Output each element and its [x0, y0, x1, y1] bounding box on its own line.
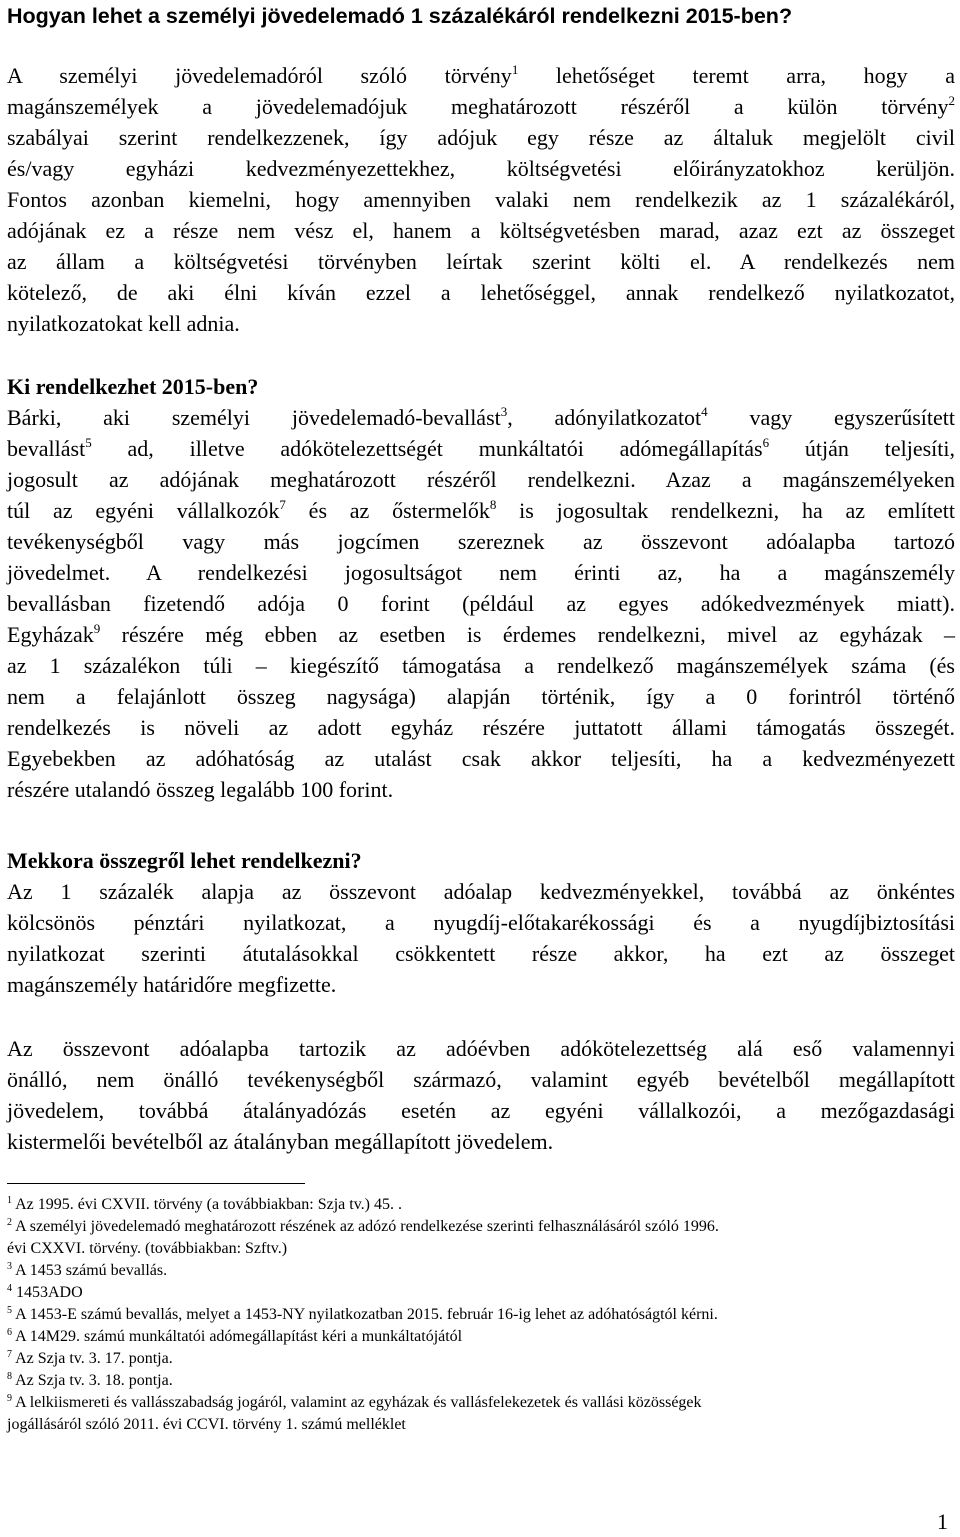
footnote: $^9$ A lelkiismereti és vallásszabadság jogáról, valamint az egyházak és vallásfelekezetek és vallási közösségek [7, 1393, 702, 1411]
text-line: bevallást$^5$ ad, illetve adókötelezettségét munkáltatói adómegállapítás$^6$ útján teljesíti, [7, 435, 955, 461]
footnote: $^2$ A személyi jövedelemadó meghatározott részének az adózó rendelkezése szerinti felhasználásáról szóló 1996. [7, 1217, 719, 1235]
text-line: Az 1 százalék alapja az összevont adóalap kedvezményekkel, továbbá az önkéntes [7, 879, 955, 904]
text-line: kistermelői bevételből az átalányban megállapított jövedelem. [7, 1129, 554, 1154]
footnote-ref[interactable]: 2 [948, 93, 955, 108]
text-line: Az összevont adóalapba tartozik az adóévben adókötelezettség alá eső valamennyi [7, 1036, 955, 1061]
text-line: A személyi jövedelemadóról szóló törvény$^1$ lehetőséget teremt arra, hogy a [7, 62, 955, 88]
footnote-continuation: évi CXXVI. törvény. (továbbiakban: Szftv.) [7, 1240, 288, 1257]
footnote-ref[interactable]: 3 [500, 404, 508, 419]
text-line: Egyebekben az adóhatóság az utalást csak akkor teljesíti, ha a kedvezményezett [7, 746, 955, 771]
footnote: $^5$ A 1453-E számú bevallás, melyet a 1453-NY nyilatkozatban 2015. február 16-ig lehet az adóhatóságtól kérni. [7, 1305, 718, 1323]
footnote-ref[interactable]: 7 [279, 497, 286, 512]
footnote: $^6$ A 14M29. számú munkáltatói adómegállapítást kéri a munkáltatójától [7, 1327, 463, 1345]
text-line: részére utalandó összeg legalább 100 forint. [7, 777, 394, 802]
text-line: és/vagy egyházi kedvezményezettekhez, költségvetési előirányzatokhoz kerüljön. [7, 156, 955, 181]
text-line: Egyházak$^9$ részére még ebben az esetben is érdemes rendelkezni, mivel az egyházak – [7, 621, 955, 647]
text-line: az állam a költségvetési törvényben leírtak szerint költi el. A rendelkezés nem [7, 249, 955, 274]
footnote-ref[interactable]: 5 [85, 435, 92, 450]
footnote: $^3$ A 1453 számú bevallás. [7, 1261, 168, 1279]
text-line: az 1 százalékon túli – kiegészítő támogatása a rendelkező magánszemélyek száma (és [7, 653, 955, 678]
text-line: jogosult az adójának meghatározott részéről rendelkezni. Azaz a magánszemélyeken [7, 467, 955, 492]
text-line: jövedelmet. A rendelkezési jogosultságot nem érinti az, ha a magánszemély [7, 560, 955, 585]
page-number: 1 [937, 1509, 948, 1534]
text-line: magánszemély határidőre megfizette. [7, 972, 337, 997]
text-line: önálló, nem önálló tevékenységből származó, valamint egyéb bevételből megállapított [7, 1067, 955, 1092]
footnote-separator [7, 1183, 305, 1184]
text-line: szabályai szerint rendelkezzenek, így adójuk egy része az általuk megjelölt civil [7, 125, 955, 150]
footnote-ref[interactable]: 1 [511, 62, 519, 77]
text-line: nyilatkozatokat kell adnia. [7, 311, 240, 336]
footnote-continuation: jogállásáról szóló 2011. évi CCVI. törvény 1. számú melléklet [7, 1416, 406, 1433]
text-line: kötelező, de aki élni kíván ezzel a lehetőséggel, annak rendelkező nyilatkozatot, [7, 280, 955, 305]
who-section [7, 371, 955, 805]
text-line: tevékenységből vagy más jogcímen szereznek az összevont adóalapba tartozó [7, 529, 955, 554]
text-line: túl az egyéni vállalkozók$^7$ és az őstermelők$^8$ is jogosultak rendelkezni, ha az említett [7, 497, 956, 523]
text-line: nyilatkozat szerinti átutalásokkal csökkentett része akkor, ha ezt az összeget [7, 941, 955, 966]
footnote-ref[interactable]: 6 [762, 435, 770, 450]
footnote-ref[interactable]: 8 [489, 497, 497, 512]
text-line: rendelkezés is növeli az adott egyház részére juttatott állami támogatás összegét. [7, 715, 955, 740]
text-line: magánszemélyek a jövedelemadójuk meghatározott részéről a külön törvény$^2$ [7, 93, 955, 119]
text-line: Fontos azonban kiemelni, hogy amennyiben valaki nem rendelkezik az 1 százalékáról, [7, 187, 955, 212]
income-paragraph [7, 1033, 955, 1157]
footnote: $^7$ Az Szja tv. 3. 17. pontja. [7, 1349, 173, 1367]
text-line: adójának ez a része nem vész el, hanem a költségvetésben marad, azaz ezt az összeget [7, 218, 955, 243]
text-line: bevallásban fizetendő adója 0 forint (például az egyes adókedvezmények miatt). [7, 591, 955, 616]
intro-paragraph [7, 60, 955, 339]
footnote-ref[interactable]: 9 [93, 621, 101, 636]
text-line: jövedelem, továbbá átalányadózás esetén az egyéni vállalkozói, a mezőgazdasági [7, 1098, 955, 1123]
text-line: nem a felajánlott összeg nagysága) alapján történik, így a 0 forintról történő [7, 684, 955, 709]
text-line: Bárki, aki személyi jövedelemadó-bevallást$^3$, adónyilatkozatot$^4$ vagy egyszerűsített [7, 404, 955, 430]
text-line: kölcsönös pénztári nyilatkozat, a nyugdíj-előtakarékossági és a nyugdíjbiztosítási [7, 910, 955, 935]
footnote: $^8$ Az Szja tv. 3. 18. pontja. [7, 1371, 173, 1389]
section-heading: Ki rendelkezhet 2015-ben? [7, 374, 259, 399]
section-heading: Mekkora összegről lehet rendelkezni? [7, 848, 362, 873]
footnote: $^1$ Az 1995. évi CXVII. törvény (a továbbiakban: Szja tv.) 45. . [7, 1195, 402, 1213]
amount-section [7, 845, 955, 1000]
footnote: $^4$ 1453ADO [7, 1283, 83, 1301]
footnotes [7, 1194, 955, 1436]
document-title: Hogyan lehet a személyi jövedelemadó 1 százalékáról rendelkezni 2015-ben? [7, 4, 793, 28]
footnote-ref[interactable]: 4 [701, 404, 708, 419]
